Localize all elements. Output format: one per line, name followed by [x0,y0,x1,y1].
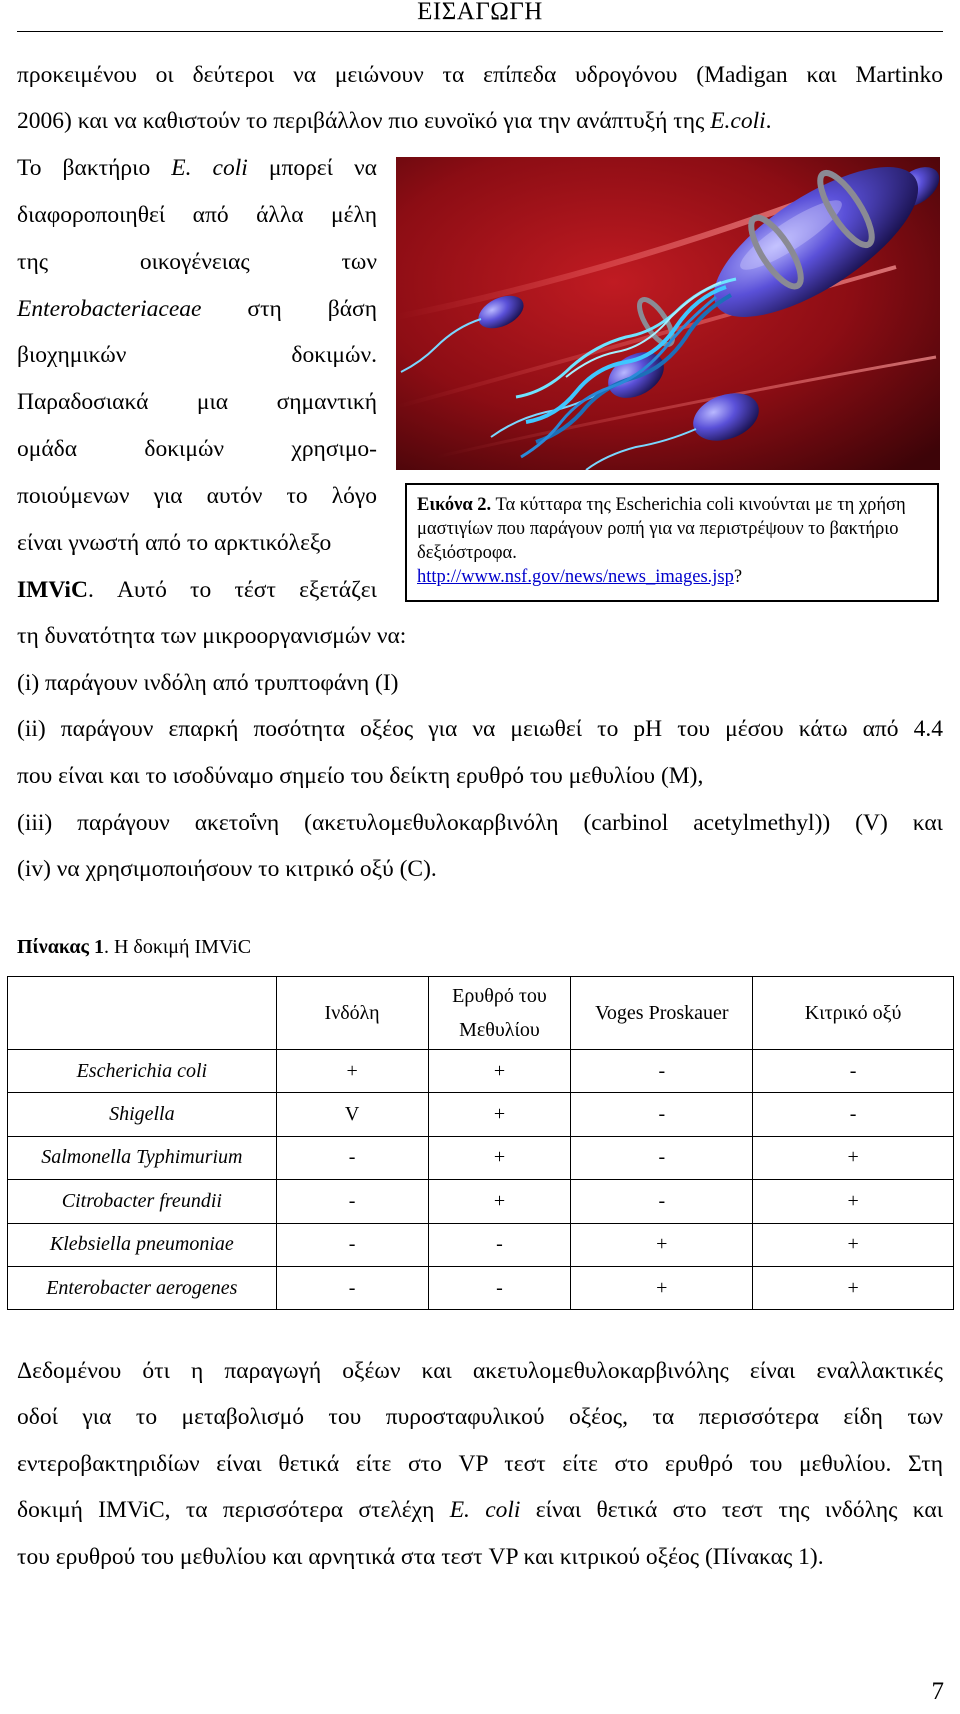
organism-cell: Klebsiella pneumoniae [8,1223,277,1266]
body-line-c: (ii) παράγουν επαρκή ποσότητα οξέος για να μειωθεί το pH του μέσου κάτω από 4.4 [17,716,943,742]
result-cell: + [276,1050,428,1093]
page-number: 7 [931,1678,944,1705]
result-cell: - [753,1093,954,1136]
body-line-d: που είναι και το ισοδύναμο σημείο του δείκτη ερυθρό του μεθυλίου (M), [17,763,704,789]
bacteria-figure [396,157,940,470]
table-row [8,1136,954,1179]
result-cell: - [571,1093,753,1136]
organism-cell: Shigella [8,1093,277,1136]
result-cell: - [571,1136,753,1179]
header-cell-indole: Ινδόλη [276,977,428,1050]
organism-cell: Enterobacter aerogenes [8,1266,277,1309]
organism-cell: Salmonella Typhimurium [8,1136,277,1179]
table-row [8,1266,954,1309]
closing-line-2: οδοί για το μεταβολισμό του πυροσταφυλικού οξέος, τα περισσότερα είδη των [17,1404,943,1430]
result-cell: - [276,1136,428,1179]
closing-line-4: δοκιμή IMViC, τα περισσότερα στελέχη E. coli είναι θετικά στο τεστ της ινδόλης και [17,1497,944,1523]
result-cell: + [428,1136,571,1179]
figure-source-link[interactable]: http://www.nsf.gov/news/news_images.jsp [417,567,734,587]
header-cell-voges-proskauer: Voges Proskauer [571,977,753,1050]
wrap-line-4: Enterobacteriaceae στη βάση [17,296,377,322]
header-cell-blank [8,977,277,1050]
wrap-line-6: Παραδοσιακά μια σημαντική [17,389,377,415]
result-cell: - [753,1050,954,1093]
result-cell: + [753,1223,954,1266]
wrap-line-5: βιοχημικών δοκιμών. [17,342,377,368]
wrap-line-7: ομάδα δοκιμών χρησιμο- [17,436,377,462]
figure-caption: Εικόνα 2. Τα κύτταρα της Escherichia coli κινούνται με τη χρήση μαστιγίων που παράγουν ροπή για να περιστρέψουν το βακτήριο δεξιόστροφα. http://www.nsf.gov/news/news_images.jsp? [405,483,939,602]
result-cell: - [276,1223,428,1266]
result-cell: + [428,1093,571,1136]
wrap-line-9: είναι γνωστή από το αρκτικόλεξο [17,530,332,556]
closing-line-3: εντεροβακτηριδίων είναι θετικά είτε στο VP τεστ είτε στο ερυθρό του μεθυλίου. Στη [17,1451,943,1477]
header-rule [17,31,943,32]
result-cell: - [276,1180,428,1223]
table-row [8,1180,954,1223]
result-cell: - [428,1223,571,1266]
result-cell: + [428,1050,571,1093]
organism-cell: Escherichia coli [8,1050,277,1093]
organism-cell: Citrobacter freundii [8,1180,277,1223]
closing-line-1: Δεδομένου ότι η παραγωγή οξέων και ακετυλομεθυλοκαρβινόλης είναι εναλλακτικές [17,1358,943,1384]
wrap-line-2: διαφοροποιηθεί από άλλα μέλη [17,202,377,228]
result-cell: + [753,1136,954,1179]
table-row [8,1050,954,1093]
figure-label: Εικόνα 2 [417,495,487,515]
wrap-line-3: της οικογένειας των [17,249,377,275]
intro-line-2: 2006) και να καθιστούν το περιβάλλον πιο ευνοϊκό για την ανάπτυξή της E.coli. [17,108,772,134]
result-cell: + [571,1266,753,1309]
table-header-row [8,977,954,1050]
result-cell: V [276,1093,428,1136]
result-cell: + [428,1180,571,1223]
intro-line-1: προκειμένου οι δεύτεροι να μειώνουν τα επίπεδα υδρογόνου (Madigan και Martinko [17,62,943,88]
body-line-b: (i) παράγουν ινδόλη από τρυπτοφάνη (I) [17,670,399,696]
running-header: ΕΙΣΑΓΩΓΗ [417,0,543,25]
result-cell: + [753,1266,954,1309]
table-row [8,1093,954,1136]
wrap-line-8: ποιούμενων για αυτόν το λόγο [17,483,377,509]
figure-caption-text: Τα κύτταρα της Escherichia coli κινούνται με τη χρήση μαστιγίων που παράγουν ροπή για να περιστρέψουν το βακτήριο δεξιόστροφα. [417,495,906,563]
result-cell: - [428,1266,571,1309]
table-title: Πίνακας 1. Η δοκιμή IMViC [17,936,252,958]
wrap-line-10: IMViC. Αυτό το τέστ εξετάζει [17,577,377,603]
wrap-line-1: Το βακτήριο E. coli μπορεί να [17,155,377,181]
closing-line-5: του ερυθρού του μεθυλίου και αρνητικά στα τεστ VP και κιτρικού οξέος (Πίνακας 1). [17,1544,824,1570]
result-cell: - [571,1050,753,1093]
result-cell: - [571,1180,753,1223]
result-cell: + [571,1223,753,1266]
imvic-table [7,976,954,1310]
body-line-f: (iv) να χρησιμοποιήσουν το κιτρικό οξύ (C). [17,856,437,882]
header-cell-citrate: Κιτρικό οξύ [753,977,954,1050]
table-row [8,1223,954,1266]
body-line-a: τη δυνατότητα των μικροοργανισμών να: [17,623,407,649]
result-cell: + [753,1180,954,1223]
header-cell-methyl-red: Ερυθρό του Μεθυλίου [428,977,571,1050]
body-line-e: (iii) παράγουν ακετοΐνη (ακετυλομεθυλοκαρβινόλη (carbinol acetylmethyl)) (V) και [17,810,943,836]
result-cell: - [276,1266,428,1309]
